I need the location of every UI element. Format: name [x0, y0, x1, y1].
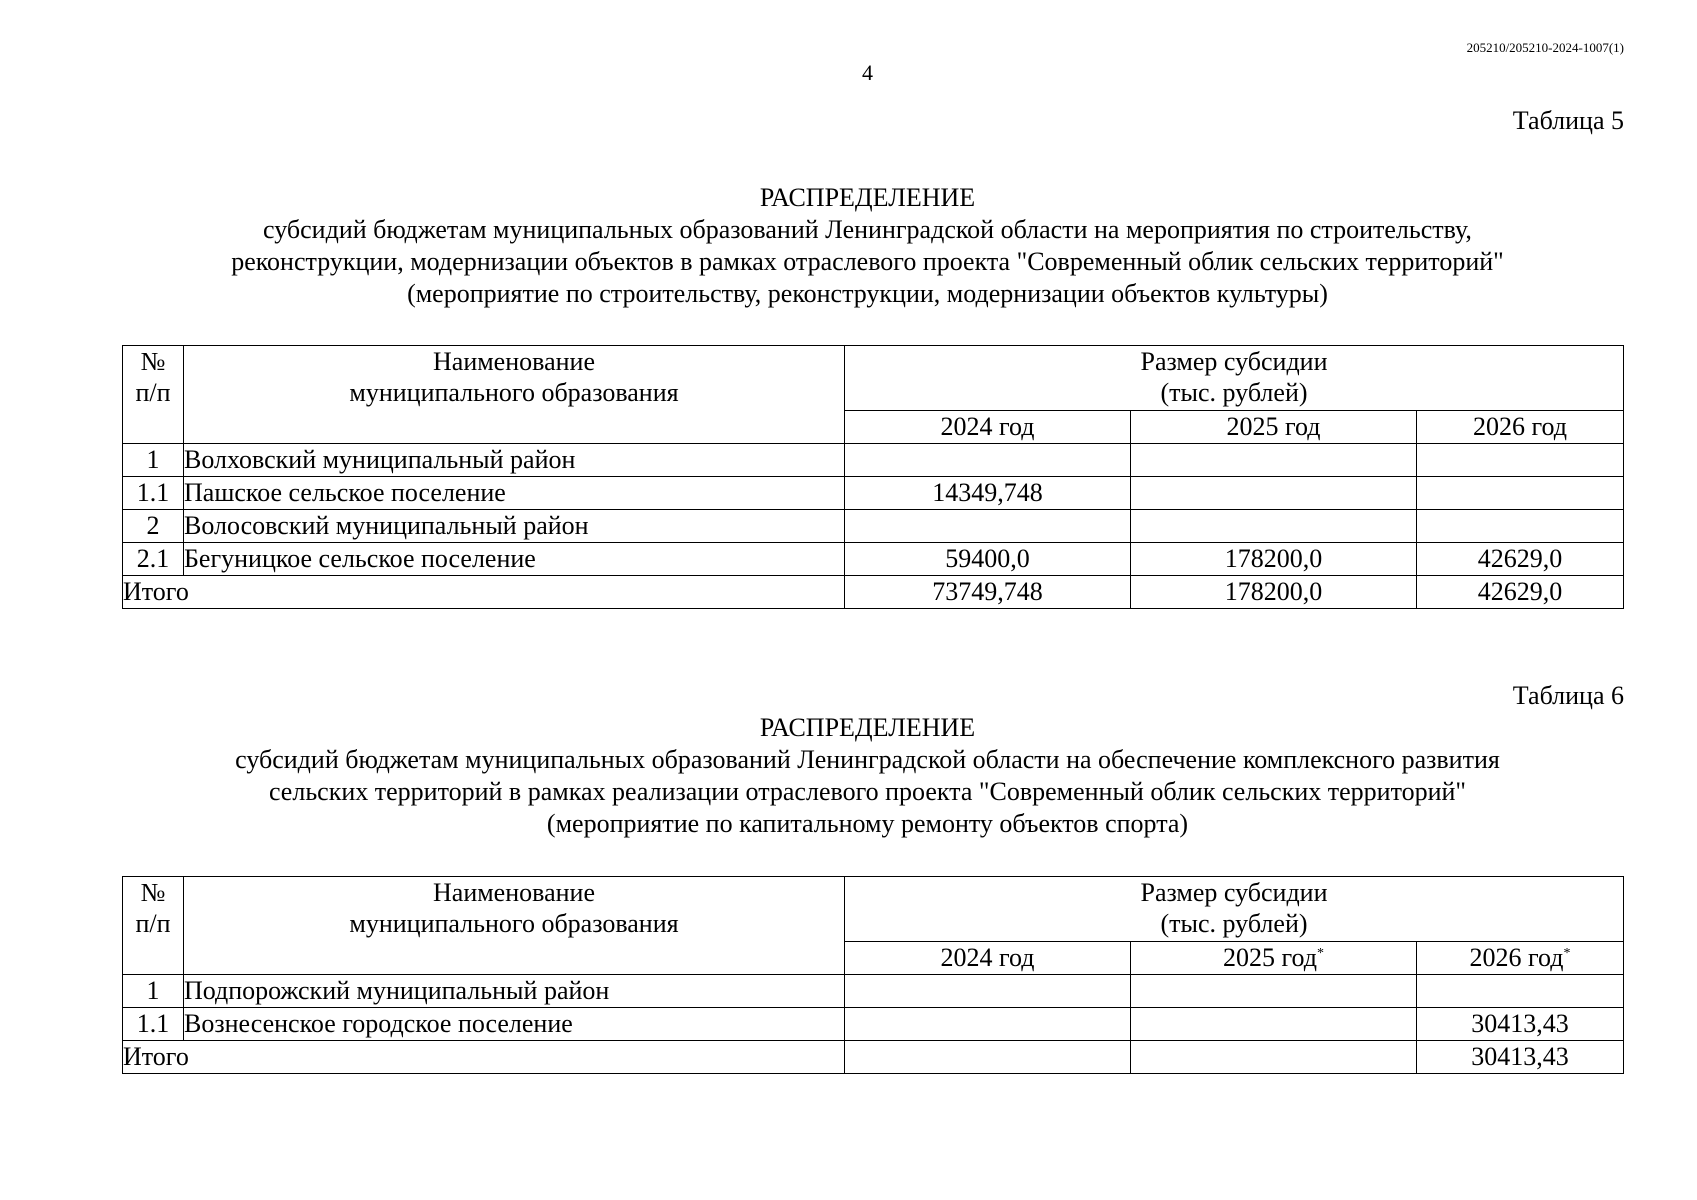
header-year-2025: [1131, 411, 1417, 444]
year-label: 2024 год: [940, 943, 1035, 972]
row-num: 1: [123, 444, 184, 477]
table6-heading: [0, 712, 1697, 840]
table6-title: РАСПРЕДЕЛЕНИЕ: [759, 713, 976, 742]
row-num: 1: [123, 975, 184, 1008]
total-value-2024: 73749,748: [845, 576, 1131, 609]
table-row: [123, 1008, 1624, 1041]
row-value-2026: [1417, 510, 1624, 543]
total-value-2026: 42629,0: [1417, 576, 1624, 609]
row-value-2024: [845, 975, 1131, 1008]
header-num: [123, 346, 184, 444]
header-year-2024: [845, 942, 1131, 975]
year-label: 2024 год: [940, 412, 1035, 441]
year-footnote-mark: *: [1563, 946, 1571, 961]
table-header-row: [123, 877, 1624, 942]
table-row: [123, 543, 1624, 576]
total-value-2026: 30413,43: [1417, 1041, 1624, 1074]
table5-grid: [122, 345, 1624, 609]
year-label: 2026 год: [1469, 943, 1564, 972]
table6-grid: [122, 876, 1624, 1074]
table5-subtitle-line: реконструкции, модернизации объектов в рамках отраслевого проекта "Современный облик сельских территорий": [231, 247, 1504, 276]
row-value-2024: 59400,0: [845, 543, 1131, 576]
row-value-2026: [1417, 477, 1624, 510]
header-name-line: муниципального образования: [349, 378, 679, 407]
header-num-line: №: [140, 347, 166, 376]
row-value-2026: [1417, 975, 1624, 1008]
table6-label: Таблица 6: [1512, 681, 1624, 710]
header-year-2024: [845, 411, 1131, 444]
header-name-line: Наименование: [433, 347, 595, 376]
row-value-2024: [845, 444, 1131, 477]
header-subsidy-size: [845, 877, 1624, 942]
row-value-2025: 178200,0: [1131, 543, 1417, 576]
row-name: Пашское сельское поселение: [184, 477, 845, 510]
total-value-2025: 178200,0: [1131, 576, 1417, 609]
row-value-2026: 42629,0: [1417, 543, 1624, 576]
header-size-line: Размер субсидии: [1140, 347, 1328, 376]
header-num-line: п/п: [135, 909, 171, 938]
row-value-2025: [1131, 975, 1417, 1008]
table-row: [123, 444, 1624, 477]
table-total-row: [123, 576, 1624, 609]
row-name: Волховский муниципальный район: [184, 444, 845, 477]
row-name: Вознесенское городское поселение: [184, 1008, 845, 1041]
row-value-2026: [1417, 444, 1624, 477]
row-num: 1.1: [123, 477, 184, 510]
row-value-2026: 30413,43: [1417, 1008, 1624, 1041]
table5-subtitle-line: (мероприятие по строительству, реконструкции, модернизации объектов культуры): [407, 279, 1328, 308]
year-label: 2026 год: [1473, 412, 1568, 441]
row-value-2025: [1131, 444, 1417, 477]
year-label: 2025 год: [1226, 412, 1321, 441]
table5-subtitle-line: субсидий бюджетам муниципальных образований Ленинградской области на мероприятия по строительству,: [263, 215, 1472, 244]
header-name-line: Наименование: [433, 878, 595, 907]
table6-subtitle-line: (мероприятие по капитальному ремонту объектов спорта): [546, 809, 1189, 838]
row-value-2024: 14349,748: [845, 477, 1131, 510]
row-num: 2.1: [123, 543, 184, 576]
table6-subtitle-line: сельских территорий в рамках реализации отраслевого проекта "Современный облик сельских территорий": [268, 777, 1467, 806]
header-year-2025: [1131, 942, 1417, 975]
header-year-2026: [1417, 411, 1624, 444]
document-id: 205210/205210-2024-1007(1): [1466, 40, 1624, 55]
header-name: [184, 346, 845, 444]
header-num-line: №: [140, 878, 166, 907]
row-name: Волосовский муниципальный район: [184, 510, 845, 543]
table-row: [123, 975, 1624, 1008]
row-name: Бегуницкое сельское поселение: [184, 543, 845, 576]
year-footnote-mark: *: [1317, 946, 1324, 961]
header-num: [123, 877, 184, 975]
table6-subtitle-line: субсидий бюджетам муниципальных образований Ленинградской области на обеспечение комплексного развития: [235, 745, 1500, 774]
table-total-row: [123, 1041, 1624, 1074]
row-num: 2: [123, 510, 184, 543]
header-name: [184, 877, 845, 975]
row-value-2025: [1131, 510, 1417, 543]
table5-label: Таблица 5: [1512, 106, 1624, 135]
table5-title: РАСПРЕДЕЛЕНИЕ: [759, 183, 976, 212]
header-subsidy-size: [845, 346, 1624, 411]
header-size-line: (тыс. рублей): [1160, 378, 1308, 407]
table-header-row: [123, 346, 1624, 411]
header-size-line: (тыс. рублей): [1160, 909, 1308, 938]
year-label: 2025 год: [1223, 943, 1317, 972]
table-row: [123, 510, 1624, 543]
row-value-2025: [1131, 1008, 1417, 1041]
page-number: 4: [862, 60, 873, 85]
header-num-line: п/п: [135, 378, 171, 407]
header-name-line: муниципального образования: [349, 909, 679, 938]
header-size-line: Размер субсидии: [1140, 878, 1328, 907]
row-name: Подпорожский муниципальный район: [184, 975, 845, 1008]
table5-heading: [0, 182, 1697, 310]
row-value-2024: [845, 1008, 1131, 1041]
header-year-2026: [1417, 942, 1624, 975]
total-value-2024: [845, 1041, 1131, 1074]
row-num: 1.1: [123, 1008, 184, 1041]
table-row: [123, 477, 1624, 510]
total-label: Итого: [123, 1041, 845, 1074]
total-value-2025: [1131, 1041, 1417, 1074]
row-value-2025: [1131, 477, 1417, 510]
row-value-2024: [845, 510, 1131, 543]
total-label: Итого: [123, 576, 845, 609]
